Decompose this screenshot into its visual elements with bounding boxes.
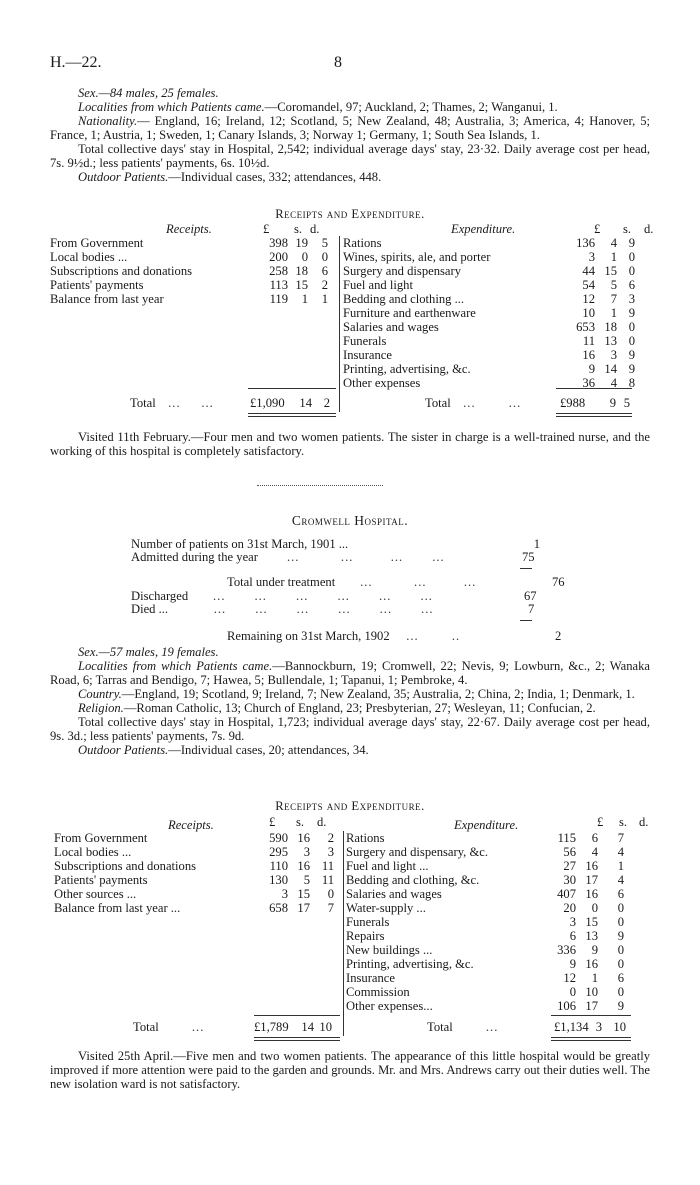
ledger-amount-l: 3 (569, 915, 576, 929)
document-reference: H.—22. (50, 54, 102, 71)
ledger-row-label: Fuel and light (343, 278, 413, 292)
ledger-amount-s: 4 (591, 845, 598, 859)
ledger-amount-l: 9 (569, 957, 576, 971)
ledger-amount-d: 3 (327, 845, 334, 859)
ledger-row-label: Bedding and clothing ... (343, 292, 465, 306)
cromwell-expenditure-double-rule (551, 1037, 631, 1041)
ledger-row-label: Printing, advertising, &c. (346, 957, 474, 971)
ledger-amount-s: 15 (604, 264, 617, 278)
prev-total-receipts-label: Total ... ... (130, 396, 214, 410)
ledger-amount-d: 0 (617, 985, 624, 999)
ledger-row-label: Other sources ... (54, 887, 137, 901)
ledger-row-label: Subscriptions and donations (54, 859, 197, 873)
ledger-amount-l: 200 (269, 250, 288, 264)
ledger-amount-s: 15 (297, 887, 310, 901)
ledger-amount-d: 0 (628, 334, 635, 348)
ledger-amount-s: 1 (301, 292, 308, 306)
cromwell-receipts-total-rule (254, 1015, 340, 1016)
ledger-amount-s: 16 (297, 831, 310, 845)
ledger-amount-d: 1 (321, 292, 328, 306)
ledger-amount-s: 17 (585, 873, 598, 887)
ledger-amount-d: 9 (617, 929, 624, 943)
cromwell-stat-rule (520, 568, 532, 569)
ledger-amount-s: 18 (604, 320, 617, 334)
ledger-row (54, 859, 334, 873)
ledger-amount-s: 14 (604, 362, 617, 376)
ledger-amount-s: 5 (610, 278, 617, 292)
prev-table-title: Receipts and Expenditure. (275, 207, 425, 221)
ledger-amount-l: 12 (582, 292, 595, 306)
ledger-row (343, 348, 635, 362)
prev-visited-note: Visited 11th February.—Four men and two women patients. The sister in charge is a well-trained nurse, and the working of this hospital is completely satisfactory. (50, 430, 650, 458)
section-separator (257, 485, 383, 486)
ledger-row (343, 362, 635, 376)
prev-nationality: Nationality.— England, 16; Ireland, 12; Scotland, 5; New Zealand, 48; Australia, 3; America, 4; Hanover, 5; France, 1; Austria, 1; Sweden, 1; Canary Islands, 3; Norway 1; Germany, 1; South Sea Islands, 1. (50, 114, 650, 142)
cromwell-discharged-value: 67 (524, 589, 537, 603)
ledger-amount-d: 8 (628, 376, 635, 390)
ledger-row (343, 320, 635, 334)
ledger-amount-d: 0 (617, 915, 624, 929)
cromwell-died: Died ... ... ... ... ... ... ... (131, 602, 434, 616)
ledger-row (343, 278, 635, 292)
ledger-amount-s: 0 (591, 901, 598, 915)
ledger-amount-s: 16 (585, 957, 598, 971)
ledger-amount-d: 0 (617, 901, 624, 915)
ledger-amount-d: 0 (617, 943, 624, 957)
ledger-amount-s: 18 (295, 264, 308, 278)
cromwell-receipts-heading: Receipts. (168, 818, 214, 832)
ledger-amount-s: 9 (591, 943, 598, 957)
ledger-row (343, 250, 635, 264)
ledger-amount-l: 113 (269, 278, 288, 292)
ledger-amount-s: 15 (295, 278, 308, 292)
cromwell-expenditure-total-rule (551, 1015, 631, 1016)
cromwell-expenditure-heading: Expenditure. (454, 818, 519, 832)
cromwell-religion: Religion.—Roman Catholic, 13; Church of England, 23; Presbyterian, 27; Wesleyan, 11; Confucian, 2. (78, 701, 596, 715)
ledger-amount-d: 6 (321, 264, 328, 278)
ledger-amount-l: 119 (269, 292, 288, 306)
ledger-amount-s: 6 (591, 831, 598, 845)
ledger-row-label: Local bodies ... (50, 250, 128, 264)
page-number: 8 (334, 54, 342, 71)
cromwell-column-divider (343, 831, 344, 1036)
prev-total-expenditure-label: Total ... ... (425, 396, 522, 410)
ledger-amount-l: 20 (563, 901, 576, 915)
ledger-amount-l: 36 (582, 376, 595, 390)
cromwell-stat-0-value: 1 (533, 537, 540, 551)
ledger-row (54, 887, 334, 901)
ledger-row-label: Funerals (343, 334, 387, 348)
ledger-amount-s: 16 (585, 859, 598, 873)
ledger-amount-d: 0 (628, 320, 635, 334)
ledger-row (346, 985, 624, 999)
ledger-amount-l: 56 (563, 845, 576, 859)
ledger-amount-s: 1 (610, 250, 617, 264)
cromwell-total-receipts-label: Total ... (133, 1020, 205, 1034)
cromwell-notes (50, 645, 650, 757)
ledger-row (346, 887, 624, 901)
ledger-row-label: Wines, spirits, ale, and porter (343, 250, 491, 264)
ledger-row (346, 971, 624, 985)
cromwell-localities: Localities from which Patients came.—Bannockburn, 19; Cromwell, 22; Nevis, 9; Lowburn, &c., 2; Wanaka Road, 6; Tarras and Bendigo, 7; Hawea, 5; Bullendale, 1; Tapanui, 1; Pembroke, 4. (50, 659, 650, 687)
ledger-row (54, 873, 334, 887)
ledger-amount-d: 3 (628, 292, 635, 306)
cromwell-outdoor: Outdoor Patients.—Individual cases, 20; attendances, 34. (78, 743, 369, 757)
cromwell-title: Cromwell Hospital. (291, 513, 409, 528)
ledger-row (346, 999, 624, 1013)
ledger-amount-d: 6 (628, 278, 635, 292)
ledger-amount-d: 0 (628, 264, 635, 278)
ledger-amount-d: 0 (617, 957, 624, 971)
ledger-amount-l: 658 (269, 901, 288, 915)
cromwell-under-treatment-value: 76 (552, 575, 565, 589)
ledger-amount-s: 4 (610, 376, 617, 390)
cromwell-expenditure-table (346, 831, 624, 1013)
cromwell-sex: Sex.—57 males, 19 females. (78, 645, 219, 659)
ledger-amount-s: 17 (585, 999, 598, 1013)
ledger-amount-l: 27 (563, 859, 576, 873)
ledger-amount-d: 7 (327, 901, 334, 915)
ledger-amount-s: 16 (297, 859, 310, 873)
ledger-amount-s: 5 (303, 873, 310, 887)
ledger-amount-l: 12 (563, 971, 576, 985)
ledger-amount-l: 106 (557, 999, 576, 1013)
prev-days-stay: Total collective days' stay in Hospital, 2,542; individual average days' stay, 23·32. Daily average cost per head, 7s. 9½d.; less patients' payments, 6s. 10½d. (50, 142, 650, 170)
ledger-row-label: Balance from last year ... (54, 901, 181, 915)
ledger-row-label: New buildings ... (346, 943, 433, 957)
prev-receipts-double-rule (248, 413, 336, 417)
ledger-amount-s: 1 (610, 306, 617, 320)
cromwell-remaining: Remaining on 31st March, 1902 ... .. (227, 629, 461, 643)
ledger-amount-d: 11 (321, 873, 334, 887)
ledger-amount-s: 4 (610, 236, 617, 250)
ledger-amount-d: 9 (628, 306, 635, 320)
ledger-amount-d: 6 (617, 887, 624, 901)
ledger-row-label: Local bodies ... (54, 845, 132, 859)
cromwell-stat-1-value: 75 (522, 550, 535, 564)
ledger-amount-d: 2 (327, 831, 334, 845)
prev-expenditure-double-rule (556, 413, 632, 417)
ledger-row-label: Rations (346, 831, 385, 845)
ledger-amount-d: 2 (321, 278, 328, 292)
ledger-amount-s: 3 (303, 845, 310, 859)
ledger-amount-l: 136 (576, 236, 595, 250)
ledger-row-label: Other expenses (343, 376, 421, 390)
ledger-amount-l: 130 (269, 873, 288, 887)
ledger-amount-d: 11 (321, 859, 334, 873)
ledger-amount-d: 4 (617, 845, 624, 859)
ledger-amount-d: 0 (628, 250, 635, 264)
ledger-amount-d: 9 (628, 348, 635, 362)
ledger-amount-l: 336 (557, 943, 576, 957)
ledger-row (346, 957, 624, 971)
cromwell-discharged: Discharged ... ... ... ... ... ... (131, 589, 433, 603)
ledger-row-label: Salaries and wages (346, 887, 442, 901)
ledger-amount-s: 16 (585, 887, 598, 901)
ledger-amount-l: 0 (569, 985, 576, 999)
ledger-amount-d: 6 (617, 971, 624, 985)
ledger-amount-l: 3 (588, 250, 595, 264)
ledger-row-label: Subscriptions and donations (50, 264, 193, 278)
cromwell-under-treatment: Total under treatment ... ... ... (227, 575, 477, 589)
ledger-row (54, 831, 334, 845)
ledger-row (346, 845, 624, 859)
ledger-amount-s: 17 (297, 901, 310, 915)
cromwell-receipts-table (54, 831, 334, 915)
ledger-row (50, 292, 328, 306)
ledger-row (343, 236, 635, 250)
ledger-row-label: Water-supply ... (346, 901, 426, 915)
ledger-amount-l: 16 (582, 348, 595, 362)
cromwell-out-rule (520, 620, 532, 621)
ledger-amount-l: 110 (269, 859, 288, 873)
ledger-amount-l: 295 (269, 845, 288, 859)
ledger-row-label: Printing, advertising, &c. (343, 362, 471, 376)
ledger-row-label: Furniture and earthenware (343, 306, 476, 320)
cromwell-country: Country.—England, 19; Scotland, 9; Ireland, 7; New Zealand, 35; Australia, 2; China, 2; India, 1; Denmark, 1. (78, 687, 635, 701)
ledger-amount-l: 10 (582, 306, 595, 320)
ledger-row-label: Patients' payments (54, 873, 148, 887)
ledger-row-label: Repairs (346, 929, 385, 943)
ledger-amount-s: 13 (585, 929, 598, 943)
ledger-row-label: Other expenses... (346, 999, 433, 1013)
ledger-row (346, 943, 624, 957)
ledger-row-label: From Government (50, 236, 144, 250)
prev-expenditure-total-rule (556, 388, 632, 389)
ledger-row (346, 831, 624, 845)
ledger-row (343, 292, 635, 306)
ledger-amount-d: 7 (617, 831, 624, 845)
ledger-amount-d: 9 (628, 362, 635, 376)
ledger-amount-d: 1 (617, 859, 624, 873)
cromwell-died-value: 7 (528, 602, 535, 616)
prev-outdoor: Outdoor Patients.—Individual cases, 332; attendances, 448. (78, 170, 382, 184)
ledger-amount-l: 258 (269, 264, 288, 278)
ledger-row (346, 929, 624, 943)
ledger-amount-l: 3 (281, 887, 288, 901)
ledger-amount-l: 398 (269, 236, 288, 250)
ledger-amount-s: 0 (301, 250, 308, 264)
ledger-row-label: Surgery and dispensary, &c. (346, 845, 488, 859)
ledger-row-label: Insurance (343, 348, 392, 362)
cromwell-days-stay: Total collective days' stay in Hospital, 1,723; individual average days' stay, 22·67. Daily average cost per head, 9s. 3d.; less patients' payments, 7s. 9d. (50, 715, 650, 743)
prev-localities: Localities from which Patients came.—Coromandel, 97; Auckland, 2; Thames, 2; Wanganui, 1. (78, 100, 558, 114)
cromwell-remaining-value: 2 (555, 629, 562, 643)
ledger-amount-s: 7 (610, 292, 617, 306)
ledger-row (54, 901, 334, 915)
prev-sex: Sex.—84 males, 25 females. (78, 86, 219, 100)
ledger-amount-s: 13 (604, 334, 617, 348)
ledger-row (346, 859, 624, 873)
ledger-row-label: Patients' payments (50, 278, 144, 292)
ledger-amount-s: 10 (585, 985, 598, 999)
ledger-row-label: Balance from last year (50, 292, 164, 306)
ledger-amount-l: 11 (582, 334, 595, 348)
ledger-row-label: Commission (346, 985, 410, 999)
prev-column-divider (339, 236, 340, 412)
ledger-row-label: From Government (54, 831, 148, 845)
ledger-row (346, 873, 624, 887)
prev-hospital-notes (50, 86, 650, 184)
cromwell-stat-1: Admitted during the year ... ... ... ... (131, 550, 445, 564)
cromwell-stat-0: Number of patients on 31st March, 1901 ... (131, 537, 349, 551)
ledger-row-label: Salaries and wages (343, 320, 439, 334)
ledger-row (50, 278, 328, 292)
cromwell-total-expenditure-label: Total ... (427, 1020, 499, 1034)
ledger-row (346, 915, 624, 929)
ledger-row-label: Rations (343, 236, 382, 250)
prev-expenditure-table (343, 236, 635, 390)
ledger-amount-s: 19 (295, 236, 308, 250)
ledger-amount-l: 115 (557, 831, 576, 845)
ledger-row (343, 306, 635, 320)
ledger-amount-d: 4 (617, 873, 624, 887)
ledger-amount-s: 3 (610, 348, 617, 362)
ledger-row (50, 236, 328, 250)
ledger-amount-l: 653 (576, 320, 595, 334)
ledger-amount-d: 0 (321, 250, 328, 264)
ledger-row (343, 334, 635, 348)
ledger-amount-d: 0 (327, 887, 334, 901)
prev-receipts-table (50, 236, 328, 306)
ledger-amount-l: 6 (569, 929, 576, 943)
ledger-row-label: Funerals (346, 915, 390, 929)
ledger-row-label: Fuel and light ... (346, 859, 429, 873)
ledger-amount-d: 9 (628, 236, 635, 250)
ledger-row (54, 845, 334, 859)
prev-receipts-total-rule (248, 388, 336, 389)
ledger-amount-l: 590 (269, 831, 288, 845)
prev-receipts-heading: Receipts. (166, 222, 212, 236)
ledger-amount-s: 1 (591, 971, 598, 985)
cromwell-visited-note: Visited 25th April.—Five men and two women patients. The appearance of this little hospital would be greatly improved if more attention were paid to the garden and grounds. Mr. and Mrs. Andrews carry out their duties well. The new isolation ward is not satisfactory. (50, 1049, 650, 1091)
ledger-amount-d: 5 (321, 236, 328, 250)
ledger-row-label: Insurance (346, 971, 395, 985)
cromwell-table-title: Receipts and Expenditure. (275, 799, 425, 813)
ledger-amount-l: 44 (582, 264, 595, 278)
ledger-row-label: Bedding and clothing, &c. (346, 873, 480, 887)
prev-expenditure-heading: Expenditure. (451, 222, 516, 236)
ledger-amount-d: 9 (617, 999, 624, 1013)
ledger-row (346, 901, 624, 915)
ledger-row (50, 250, 328, 264)
ledger-amount-s: 15 (585, 915, 598, 929)
ledger-row-label: Surgery and dispensary (343, 264, 461, 278)
ledger-amount-l: 407 (557, 887, 576, 901)
ledger-row (343, 264, 635, 278)
ledger-amount-l: 9 (588, 362, 595, 376)
ledger-amount-l: 54 (582, 278, 595, 292)
ledger-amount-l: 30 (563, 873, 576, 887)
ledger-row (50, 264, 328, 278)
cromwell-receipts-double-rule (254, 1037, 340, 1041)
